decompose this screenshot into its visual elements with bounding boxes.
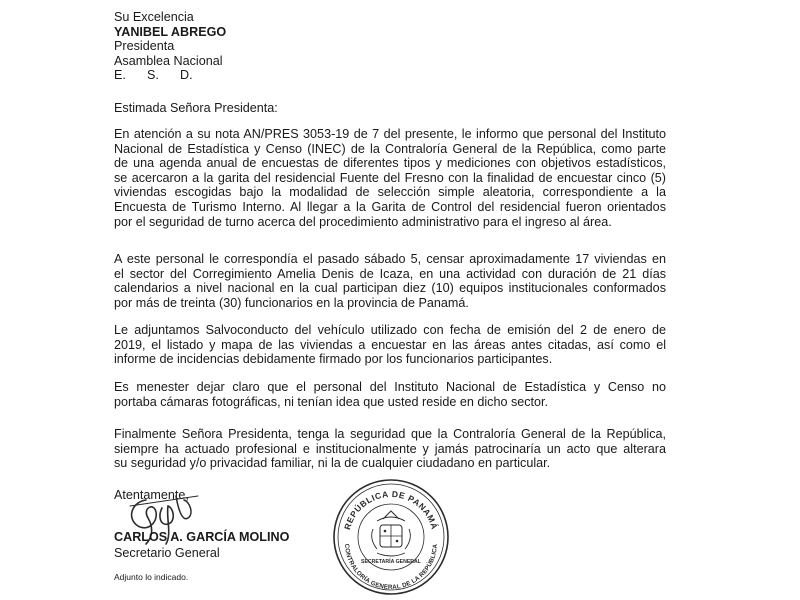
- paragraph-3: [114, 323, 666, 367]
- paragraph-line: A este personal le correspondía el pasado sábado 5, censar aproximadamente 17 viviendas en: [114, 252, 666, 266]
- signer-title: Secretario General: [114, 545, 220, 560]
- paragraph-5: [114, 427, 666, 471]
- paragraph-line: En atención a su nota AN/PRES 3053-19 de 7 del presente, le informo que personal del Instituto: [114, 127, 666, 141]
- recipient-block: [114, 10, 666, 83]
- attachment-note: Adjunto lo indicado.: [114, 572, 189, 582]
- paragraph-line: el sector del Corregimiento Amelia Denis de Icaza, en una actividad con duración de 21 días: [114, 266, 666, 281]
- closing: Atentamente,: [114, 488, 189, 502]
- esd-s: S.: [147, 68, 159, 83]
- paragraph-line: siempre ha actuado profesional e institucionalmente y jamás patrocinaría un acto que alterara: [114, 441, 666, 456]
- svg-text:REPÚBLICA DE PANAMÁ: REPÚBLICA DE PANAMÁ: [342, 488, 440, 531]
- recipient-esd: [114, 68, 666, 83]
- paragraph-4: [114, 380, 666, 409]
- recipient-name: YANIBEL ABREGO: [114, 24, 227, 39]
- paragraph-line: 2019, el listado y mapa de las viviendas a encuestar en las áreas antes citadas, así como el: [114, 337, 666, 352]
- paragraph-line: informe de incidencias debidamente firmado por los funcionarios participantes.: [114, 352, 553, 367]
- paragraph-line: Encuesta de Turismo Interno. Al llegar a la Garita de Control del residencial fueron orientados: [114, 199, 666, 214]
- recipient-salutation: Su Excelencia: [114, 10, 194, 24]
- official-seal-image: [331, 477, 451, 597]
- paragraph-line: viviendas escogidas bajo la modalidad de selección simple aleatoria, correspondiente a la: [114, 185, 666, 200]
- svg-text:SECRETARÍA GENERAL: SECRETARÍA GENERAL: [361, 559, 421, 565]
- paragraph-line: Finalmente Señora Presidenta, tenga la seguridad que la Contraloría General de la República,: [114, 427, 666, 441]
- paragraph-1: [114, 127, 666, 229]
- paragraph-line: de una agenda anual de encuestas de diferentes tipos y mediciones con objetivos estadísticos,: [114, 156, 666, 171]
- paragraph-line: por el seguridad de turno acerca del procedimiento administrativo para el ingreso al área.: [114, 214, 612, 229]
- paragraph-2: [114, 252, 666, 310]
- paragraph-line: por más de treinta (30) funcionarios en la provincia de Panamá.: [114, 295, 469, 310]
- greeting: Estimada Señora Presidenta:: [114, 101, 278, 115]
- paragraph-line: Nacional de Estadística y Censo (INEC) de la Contraloría General de la República, como parte: [114, 141, 666, 156]
- svg-text:CONTRALORÍA GENERAL DE LA REPÚ: CONTRALORÍA GENERAL DE LA REPÚBLICA: [342, 543, 440, 592]
- paragraph-line: Es menester dejar claro que el personal del Instituto Nacional de Estadística y Censo no: [114, 380, 666, 394]
- signer-name: CARLOS A. GARCÍA MOLINO: [114, 530, 290, 544]
- recipient-position: Presidenta: [114, 39, 175, 54]
- paragraph-line: se acercaron a la garita del residencial Fuente del Fresno con la finalidad de encuestar cinco (5): [114, 170, 666, 185]
- paragraph-line: Le adjuntamos Salvoconducto del vehículo utilizado con fecha de emisión del 2 de enero de: [114, 323, 666, 337]
- paragraph-line: calendarios a nivel nacional en la cual participan diez (10) equipos institucionales conformados: [114, 281, 666, 296]
- recipient-institution: Asamblea Nacional: [114, 53, 223, 68]
- paragraph-line: portaba cámaras fotográficas, ni tenían idea que usted reside en dicho sector.: [114, 394, 549, 409]
- esd-d: D.: [180, 68, 193, 83]
- paragraph-line: su seguridad y/o privacidad familiar, ni la de cualquier ciudadano en particular.: [114, 456, 551, 471]
- esd-e: E.: [114, 68, 126, 83]
